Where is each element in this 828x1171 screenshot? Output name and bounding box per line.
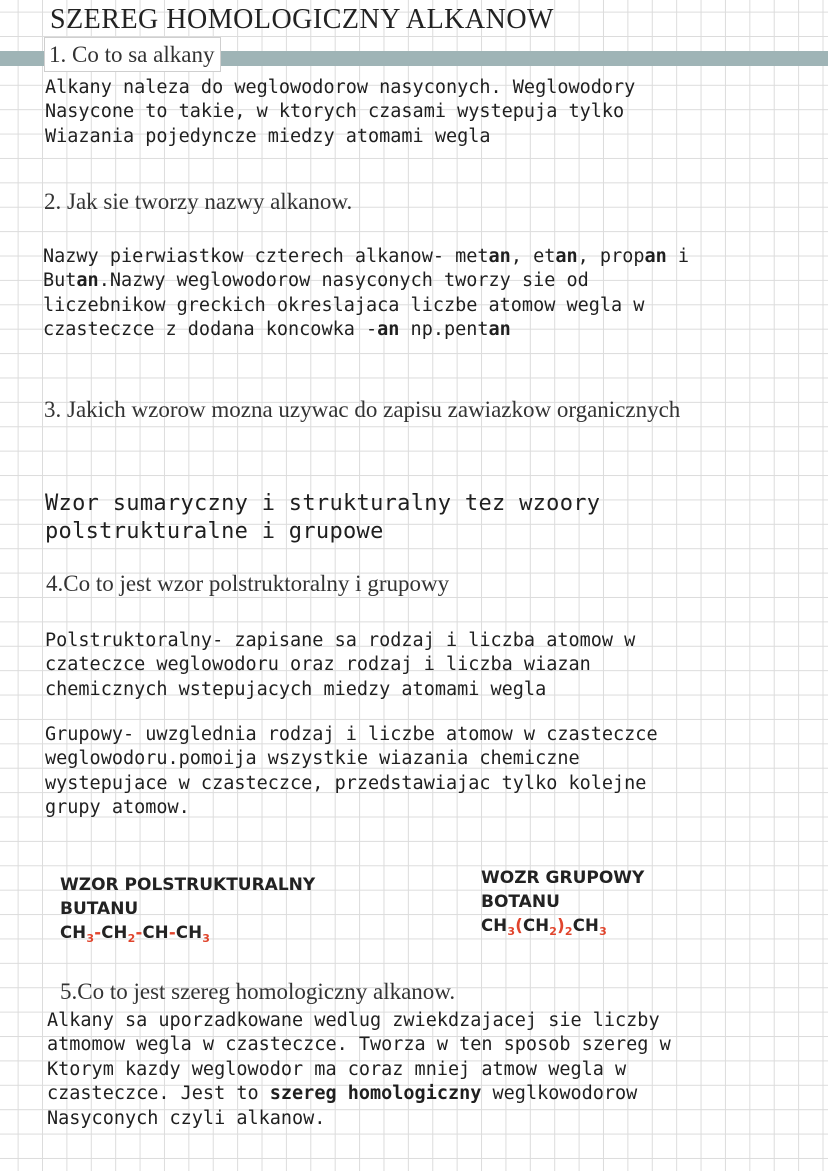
formula-right-label-2: BOTANU — [481, 892, 560, 912]
section-4-heading: 4.Co to jest wzor polstruktoralny i grupowy — [46, 571, 450, 596]
section-1-heading: 1. Co to sa alkany — [44, 37, 221, 72]
formula-right-expression: $CH_3(CH_2)_2CH_3$ — [481, 916, 607, 938]
page-title: SZEREG HOMOLOGICZNY ALKANOW — [50, 4, 554, 35]
formula-left-expression: $CH_3-CH_2-CH-CH_3$ — [60, 923, 211, 945]
formula-polstrukturalny — [60, 873, 315, 951]
formula-right-label-1: WOZR GRUPOWY — [481, 868, 645, 888]
section-3-text: Wzor sumaryczny i strukturalny tez wzoory polstrukturalne i grupowe — [45, 491, 601, 544]
section-4-text-grupowy: Grupowy- uwzglednia rodzaj i liczbe atomow w czasteczce weglowodoru.pomoija wszystkie wiazania chemiczne wystepujace w czasteczce, przedstawiajac tylko kolejne grupy atomow. — [45, 724, 658, 819]
section-1-text: Alkany naleza do weglowodorow nasyconych. Weglowodory Nasycone to takie, w ktorych czasami wystepuja tylko Wiazania pojedyncze miedzy atomami wegla — [45, 77, 636, 147]
section-5-heading: 5.Co to jest szereg homologiczny alkanow. — [60, 979, 456, 1004]
section-2-text: Nazwy pierwiastkow czterech alkanow- metan, etan, propan i Butan.Nazwy weglowodorow nasyconych tworzy sie od liczebnikow greckich okreslajaca liczbe atomow wegla w czasteczce z dodana koncowka -an np.pentan — [43, 246, 690, 341]
section-2-heading: 2. Jak sie tworzy nazwy alkanow. — [44, 189, 353, 214]
formula-grupowy — [481, 866, 644, 944]
section-3-heading: 3. Jakich wzorow mozna uzywac do zapisu zawiazkow organicznych — [44, 397, 681, 422]
section-5-text: Alkany sa uporzadkowane wedlug zwiekdzajacej sie liczby atmomow wegla w czasteczce. Tworza w ten sposob szereg w Ktorym kazdy weglowodor ma coraz mniej atmow wegla w czasteczce. Jest to szereg homologiczny weglkowodorow Nasyconych czyli alkanow. — [47, 1010, 671, 1129]
formula-left-label-1: WZOR POLSTRUKTURALNY — [60, 875, 316, 895]
formula-left-label-2: BUTANU — [60, 899, 139, 919]
section-4-text-polstrukturalny: Polstruktoralny- zapisane sa rodzaj i liczba atomow w czateczce weglowodoru oraz rodzaj i liczba wiazan chemicznych wstepujacych miedzy atomami wegla — [45, 630, 636, 700]
